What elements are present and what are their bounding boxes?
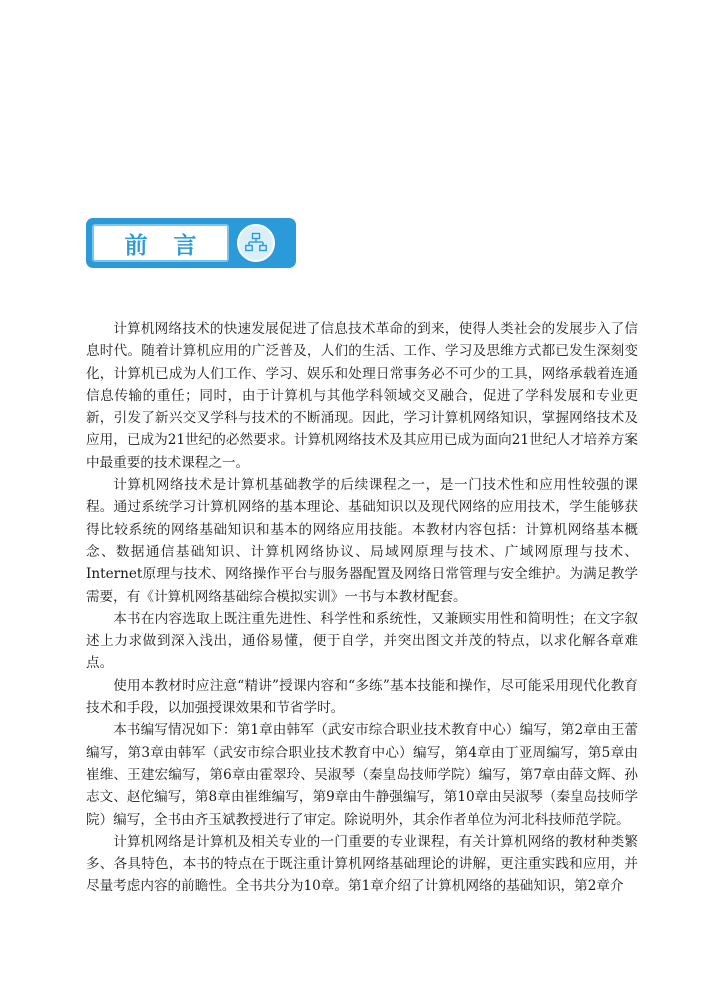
network-diagram-icon (237, 224, 275, 262)
paragraph-6: 计算机网络是计算机及相关专业的一门重要的专业课程，有关计算机网络的教材种类繁多、各具特色，本书的特点在于既注重计算机网络基础理论的讲解，更注重实践和应用，并尽量考虑内容的前瞻性。全书共分为10章。第1章介绍了计算机网络的基础知识，第2章介 (86, 833, 638, 895)
preface-header-banner (86, 218, 296, 268)
paragraph-3: 本书在内容选取上既注重先进性、科学性和系统性，又兼顾实用性和简明性；在文字叙述上力求做到深入浅出，通俗易懂，便于自学，并突出图文并茂的特点，以求化解各章难点。 (86, 610, 638, 672)
preface-body (86, 318, 638, 898)
paragraph-4: 使用本教材时应注意“精讲”授课内容和“多练”基本技能和操作，尽可能采用现代化教育技术和手段，以加强授课效果和节省学时。 (86, 677, 638, 717)
paragraph-5: 本书编写情况如下：第1章由韩军（武安市综合职业技术教育中心）编写，第2章由王蕾编写，第3章由韩军（武安市综合职业技术教育中心）编写，第4章由丁亚周编写，第5章由崔维、王建宏编写，第6章由霍翠玲、吴淑琴（秦皇岛技师学院）编写，第7章由薛文辉、孙志文、赵佗编写，第8章由崔维编写，第9章由牛静强编写，第10章由吴淑琴（秦皇岛技师学院）编写，全书由齐玉斌教授进行了审定。除说明外，其余作者单位为河北科技师范学院。 (86, 722, 638, 828)
paragraph-2: 计算机网络技术是计算机基础教学的后续课程之一，是一门技术性和应用性较强的课程。通过系统学习计算机网络的基本理论、基础知识以及现代网络的应用技术，学生能够获得比较系统的网络基础知识和基本的网络应用技能。本教材内容包括：计算机网络基本概念、数据通信基础知识、计算机网络协议、局域网原理与技术、广域网原理与技术、Internet原理与技术、网络操作平台与服务器配置及网络日常管理与安全维护。为满足教学需要，有《计算机网络基础综合模拟实训》一书与本教材配套。 (86, 477, 638, 605)
preface-title: 前言 (124, 232, 223, 259)
paragraph-1: 计算机网络技术的快速发展促进了信息技术革命的到来，使得人类社会的发展步入了信息时代。随着计算机应用的广泛普及，人们的生活、工作、学习及思维方式都已发生深刻变化，计算机已成为人们工作、学习、娱乐和处理日常事务必不可少的工具，网络承载着连通信息传输的重任；同时，由于计算机与其他学科领域交叉融合，促进了学科发展和专业更新，引发了新兴交叉学科与技术的不断涌现。因此，学习计算机网络知识，掌握网络技术及应用，已成为21世纪的必然要求。计算机网络技术及其应用已成为面向21世纪人才培养方案中最重要的技术课程之一。 (86, 321, 638, 471)
preface-title-box (92, 224, 229, 262)
